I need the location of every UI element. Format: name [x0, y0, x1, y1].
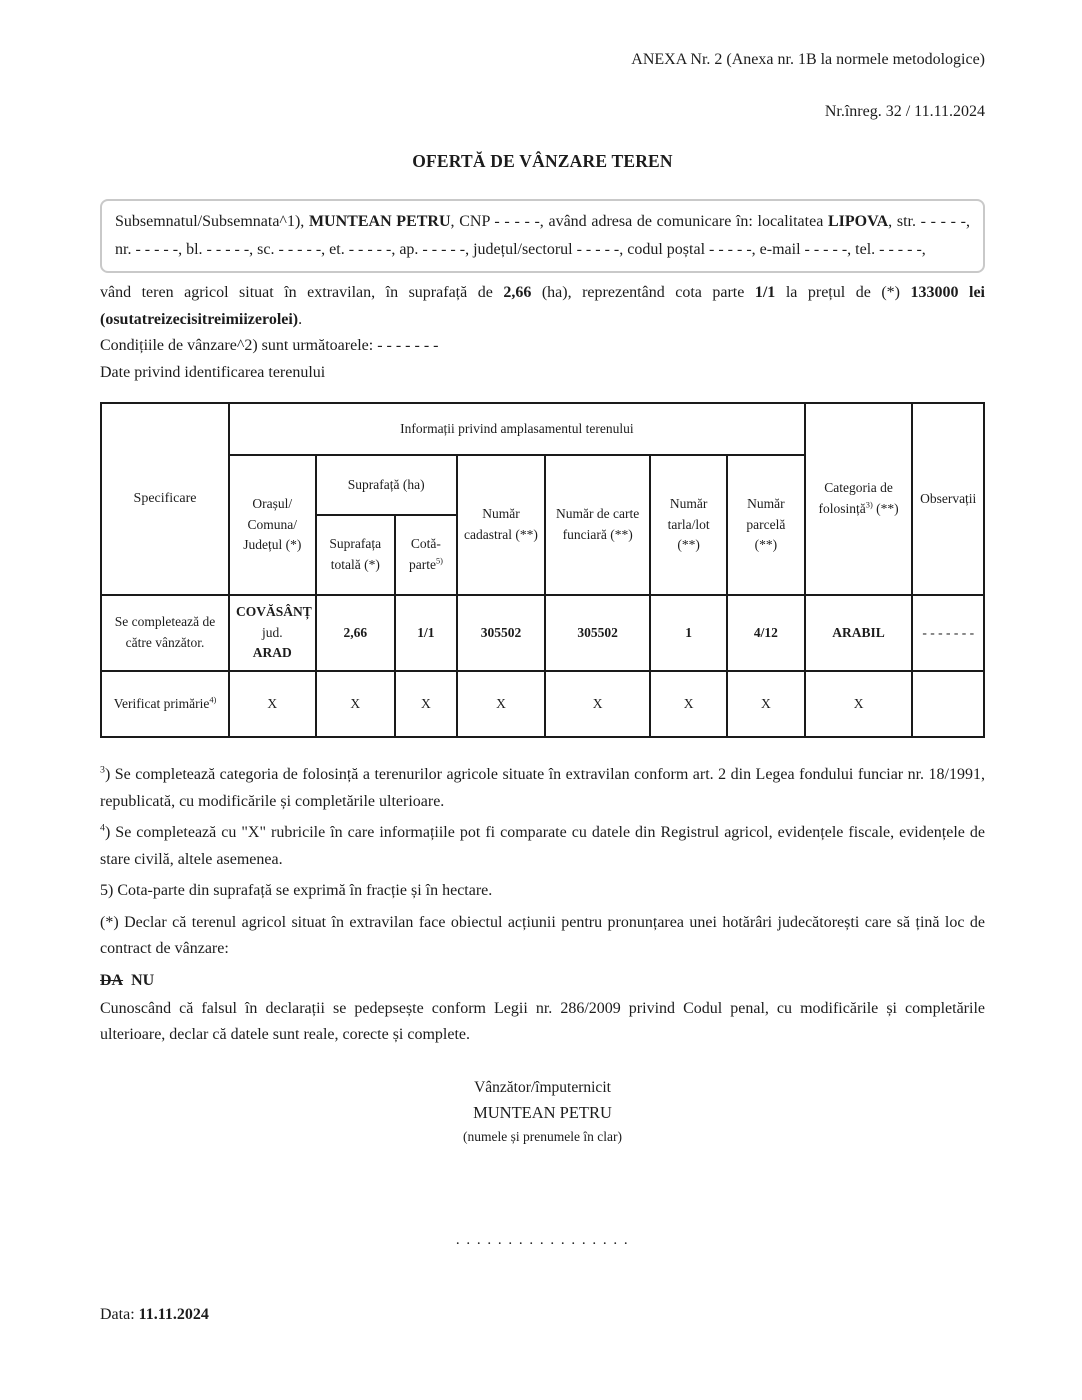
footnote-3: $^3$) Se completează categoria de folosință a terenurilor agricole situate în extravilan conform art. 2 din Legea fondului funciar nr. 18/1991, republicată, cu modificările și completările ulterioare.	[100, 764, 985, 810]
da-nu-line: DA NU	[100, 971, 155, 989]
verify-data-row	[101, 671, 984, 737]
seller-area-total-cell: 2,66	[316, 595, 395, 671]
footnote-4: $^4$) Se completează cu "X" rubricile în care informațiile pot fi comparate cu datele din Registrul agricol, evidențele fiscale, evidențele de stare civilă, altele asemenea.	[100, 822, 985, 868]
seller-cadastral-cell: 305502	[457, 595, 545, 671]
seller-row-label: Se completează de către vânzător.	[101, 595, 229, 671]
header-info-group: Informații privind amplasamentul terenului	[229, 403, 805, 455]
land-identification-table	[100, 402, 985, 738]
header-observations: Observații	[912, 403, 984, 595]
registration-number-line: Nr.înreg. 32 / 11.11.2024	[824, 103, 985, 120]
header-city: Orașul/ Comuna/ Județul (*)	[229, 455, 316, 595]
verify-land-book-cell: X	[545, 671, 650, 737]
header-tarla: Număr tarla/lot (**)	[650, 455, 727, 595]
seller-observations-cell: - - - - - - -	[912, 595, 984, 671]
seller-data-row	[101, 595, 984, 671]
land-identification-line: Date privind identificarea terenului	[100, 363, 326, 381]
seller-land-book-cell: 305502	[545, 595, 650, 671]
header-specificare: Specificare	[101, 403, 229, 595]
verify-cadastral-cell: X	[457, 671, 545, 737]
header-share: Cotă-parte$^{5)}$	[395, 515, 457, 595]
seller-share-cell: 1/1	[395, 595, 457, 671]
verify-location-cell: X	[229, 671, 316, 737]
date-label: Data:	[100, 1305, 135, 1323]
signature-dotted-line: . . . . . . . . . . . . . . . . .	[455, 1231, 630, 1248]
header-area-total: Suprafața totală (*)	[316, 515, 395, 595]
verify-area-total-cell: X	[316, 671, 395, 737]
header-land-book: Număr de carte funciară (**)	[545, 455, 650, 595]
seller-location-cell: COVĂSÂNȚ jud. ARAD	[229, 595, 316, 671]
subscriber-paragraph: Subsemnatul/Subsemnata^1), MUNTEAN PETRU, CNP - - - - -, având adresa de comunicare în: localitatea LIPOVA, str. - - - - -, nr. - - - - -, bl. - - - - -, sc. - - - - -, et. - - - - -, ap. - - - - -, județul/sectorul - - - - -, codul poștal - - - - -, e-mail - - - - -, tel. - - - - -,	[115, 213, 971, 258]
header-area-group: Suprafață (ha)	[316, 455, 457, 515]
declaration-intro: (*) Declar că terenul agricol situat în extravilan face obiectul acțiunii pentru pronunțarea unei hotărâri judecătorești care să țină loc de contract de vânzare:	[100, 913, 985, 957]
signature-role: Vânzător/împuternicit	[474, 1078, 611, 1096]
signature-name: MUNTEAN PETRU	[473, 1102, 612, 1122]
seller-parcel-cell: 4/12	[727, 595, 805, 671]
footnote-5: 5) Cota-parte din suprafață se exprimă în fracție și în hectare.	[100, 882, 493, 899]
penal-declaration: Cunoscând că falsul în declarații se pedepsește conform Legii nr. 286/2009 privind Codul penal, cu modificările și completările ulterioare, declar că datele sunt reale, corecte și complete.	[100, 999, 985, 1043]
verify-category-cell: X	[805, 671, 913, 737]
verify-observations-cell	[912, 671, 984, 737]
signature-hint: (numele și prenumele în clar)	[463, 1128, 622, 1144]
date-line	[100, 1306, 985, 1324]
document-header	[100, 50, 985, 122]
annex-line: ANEXA Nr. 2 (Anexa nr. 1B la normele metodologice)	[631, 51, 985, 68]
conditions-line: Condițiile de vânzare^2) sunt următoarele: - - - - - - -	[100, 337, 439, 354]
header-cadastral: Număr cadastral (**)	[457, 455, 545, 595]
verify-tarla-cell: X	[650, 671, 727, 737]
table-header-row-1	[101, 403, 984, 455]
signature-block	[100, 1075, 985, 1148]
footnotes-section	[100, 762, 985, 1049]
seller-category-cell: ARABIL	[805, 595, 913, 671]
date-value: 11.11.2024	[138, 1305, 209, 1323]
seller-tarla-cell: 1	[650, 595, 727, 671]
verify-row-label: Verificat primărie$^{4)}$	[101, 671, 229, 737]
document-title: OFERTĂ DE VÂNZARE TEREN	[412, 151, 673, 171]
subscriber-info-box	[100, 199, 985, 273]
verify-parcel-cell: X	[727, 671, 805, 737]
sale-paragraph: vând teren agricol situat în extravilan, în suprafață de 2,66 (ha), reprezentând cota parte 1/1 la prețul de (*) 133000 lei (osutatreizecisitreimiizerolei).	[100, 284, 985, 328]
header-category: Categoria de folosință$^{3)}$ (**)	[805, 403, 913, 595]
verify-share-cell: X	[395, 671, 457, 737]
header-parcel: Număr parcelă (**)	[727, 455, 805, 595]
